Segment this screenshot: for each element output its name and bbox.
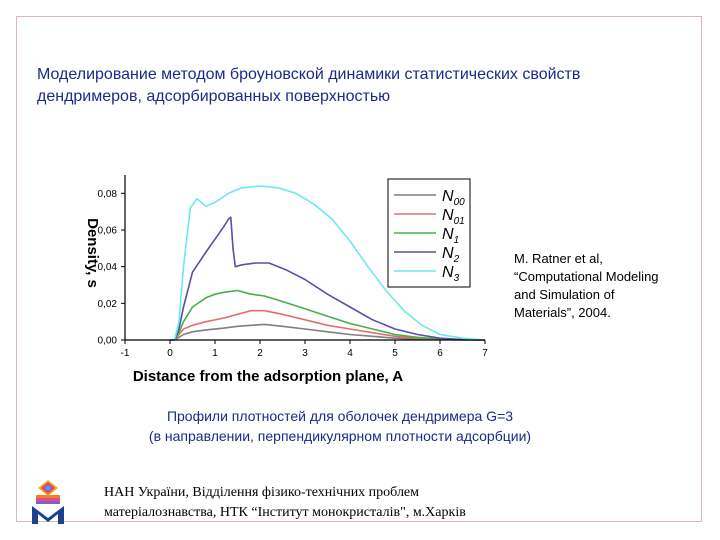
caption-line-1: Профили плотностей для оболочек дендримера G=3	[166, 408, 514, 424]
x-axis-label: Distance from the adsorption plane, A	[132, 368, 404, 385]
citation	[514, 250, 714, 322]
x-tick-label: 3	[302, 348, 308, 359]
legend-label-n1: $N_1$	[442, 226, 460, 246]
footer-affiliation	[104, 483, 604, 523]
y-tick-label: 0,00	[97, 335, 117, 347]
x-tick-label: 0	[167, 348, 173, 359]
x-tick-label: 6	[437, 348, 443, 359]
y-tick-label: 0,06	[97, 225, 117, 237]
figure-caption	[100, 406, 580, 446]
x-tick-label: 1	[212, 348, 218, 359]
x-tick-label: 2	[257, 348, 263, 359]
slide-title	[37, 64, 677, 108]
citation-line-3: and Simulation of	[514, 287, 615, 302]
series-line-n01	[170, 311, 485, 340]
y-axis-label: Density, s	[84, 218, 101, 288]
density-profile-chart	[60, 165, 500, 395]
legend-label-n3: $N_3$	[442, 264, 460, 284]
footer-line-1: НАН України, Відділення фізико-технічних проблем	[104, 485, 420, 500]
legend-label-n2: $N_2$	[442, 245, 460, 265]
legend-label-n01: $N_{01}$	[442, 207, 465, 227]
citation-line-1: M. Ratner et al,	[514, 251, 603, 266]
y-tick-label: 0,02	[97, 298, 117, 310]
footer-line-2: матеріалознавства, НТК “Інститут монокристалів", м.Харків	[104, 505, 466, 520]
citation-line-4: Materials”, 2004.	[514, 305, 611, 320]
institute-crystal-logo-icon	[28, 478, 68, 526]
x-tick-label: 5	[392, 348, 398, 359]
caption-line-2: (в направлении, перпендикулярном плотности адсорбции)	[148, 428, 532, 444]
citation-line-2: “Computational Modeling	[514, 269, 659, 284]
legend-label-n00: $N_{00}$	[442, 188, 465, 208]
x-tick-label: 7	[482, 348, 488, 359]
x-tick-label: 4	[347, 348, 353, 359]
title-line-2: дендримеров, адсорбированных поверхностью	[37, 88, 391, 105]
y-tick-label: 0,04	[97, 262, 117, 274]
y-tick-label: 0,08	[97, 188, 117, 200]
title-line-1: Моделирование методом броуновской динамики статистических свойств	[37, 66, 581, 83]
x-tick-label: -1	[120, 348, 130, 359]
legend	[388, 179, 470, 287]
